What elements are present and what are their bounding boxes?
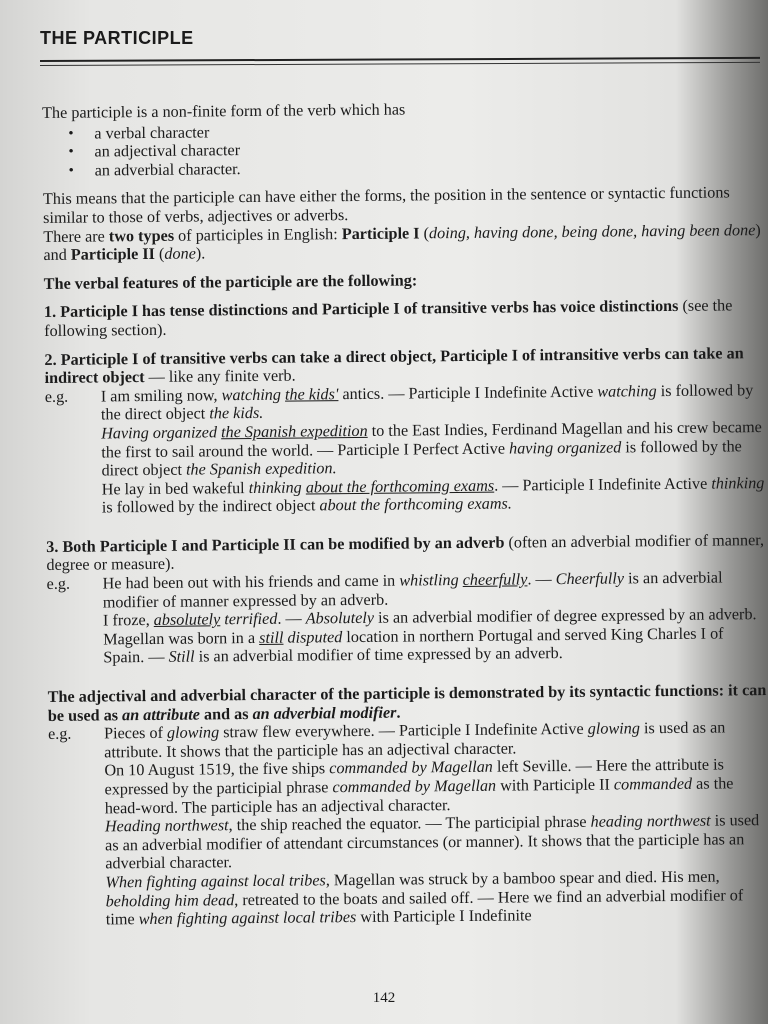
eg-label: e.g. (46, 574, 71, 594)
section-heading-verbal: The verbal features of the participle are the following: (43, 271, 418, 293)
page-body (42, 97, 768, 930)
feature-list (42, 118, 763, 181)
eg-label: e.g. (47, 724, 72, 744)
example-sentence: When fighting against local tribes, Magellan was struck by a bamboo spear and died. His men, beholding him dead, retreated to the boats and sailed off. — Here we find an adverbial modifier of time when fighting against local tribes with Participle I Indefinite (105, 867, 744, 929)
example-sentence: He had been out with his friends and came in whistling cheerfully. — Cheerfully is an adverbial modifier of manner expressed by an adverb. (102, 568, 723, 612)
example-sentence: Pieces of glowing straw flew everywhere. — Participle I Indefinite Active glowing is used as an attribute. It shows that the participle has an adjectival character. (103, 718, 726, 762)
paragraph-types: There are two types of participles in English: Participle I (doing, having done, being done, having been done) and Participle II (done). (43, 220, 761, 265)
paragraph-forms: This means that the participle can have either the forms, the position in the sentence or syntactic functions similar to those of verbs, adjectives or adverbs. (42, 183, 730, 227)
list-item: • a verbal character (42, 118, 762, 144)
list-item: • an adverbial character. (43, 155, 763, 181)
page-number: 142 (372, 990, 396, 1006)
example-block-functions (48, 718, 768, 929)
point-adverb-modifier: 3. Both Participle I and Participle II can be modified by an adverb (often an adverbial modifier of manner, degree or measure). (46, 530, 765, 575)
list-item: • an adjectival character (42, 136, 762, 162)
eg-label: e.g. (44, 387, 69, 406)
example-sentence: Magellan was born in a still disputed location in northern Portugal and served King Charles I of Spain. — Still is an adverbial modifier of time expressed by an adverb. (103, 624, 724, 667)
example-block-adverbs (47, 568, 768, 668)
example-sentence: Heading northwest, the ship reached the equator. — The participial phrase heading northwest is used as an adverbial modifier of attendant circumstances (or manner). It shows that the participle has an adverbial character. (104, 811, 760, 873)
page-title: THE PARTICIPLE (40, 28, 194, 48)
example-sentence: Having organized the Spanish expedition to the East Indies, Ferdinand Magellan and his crew became the first to sail around the world. — Participle I Perfect Active having organized is followed by the direct object the Spanish expedition. (101, 418, 762, 480)
title-rule-thin (40, 62, 760, 66)
example-sentence: On 10 August 1519, the five ships commanded by Magellan left Seville. — Here the attribute is expressed by the participial phrase commanded by Magellan with Participle II commanded as the head-word. The participle has an adjectival character. (104, 755, 734, 818)
example-sentence: I froze, absolutely terrified. — Absolutely is an adverbial modifier of degree expressed by an adverb. (102, 605, 757, 630)
example-sentence: He lay in bed wakeful thinking about the forthcoming exams. — Participle I Indefinite Active thinking is followed by the indirect object about the forthcoming exams. (101, 473, 765, 517)
point-objects: 2. Participle I of transitive verbs can take a direct object, Participle I of intransitive verbs can take an indirect object — like any finite verb. (44, 343, 744, 388)
example-sentence: I am smiling now, watching the kids' antics. — Participle I Indefinite Active watching is followed by the direct object the kids. (100, 380, 754, 424)
title-rule-thick (40, 57, 760, 62)
section-heading-syntactic: The adjectival and adverbial character of the participle is demonstrated by its syntactic functions: it can be used as an attribute and as an adverbial modifier. (47, 681, 767, 725)
point-tense-distinctions: 1. Participle I has tense distinctions and Participle I of transitive verbs has voice distinctions (see the following section). (43, 296, 733, 340)
intro-lead: The participle is a non-finite form of the verb which has (42, 100, 406, 122)
example-block-objects (45, 381, 766, 518)
